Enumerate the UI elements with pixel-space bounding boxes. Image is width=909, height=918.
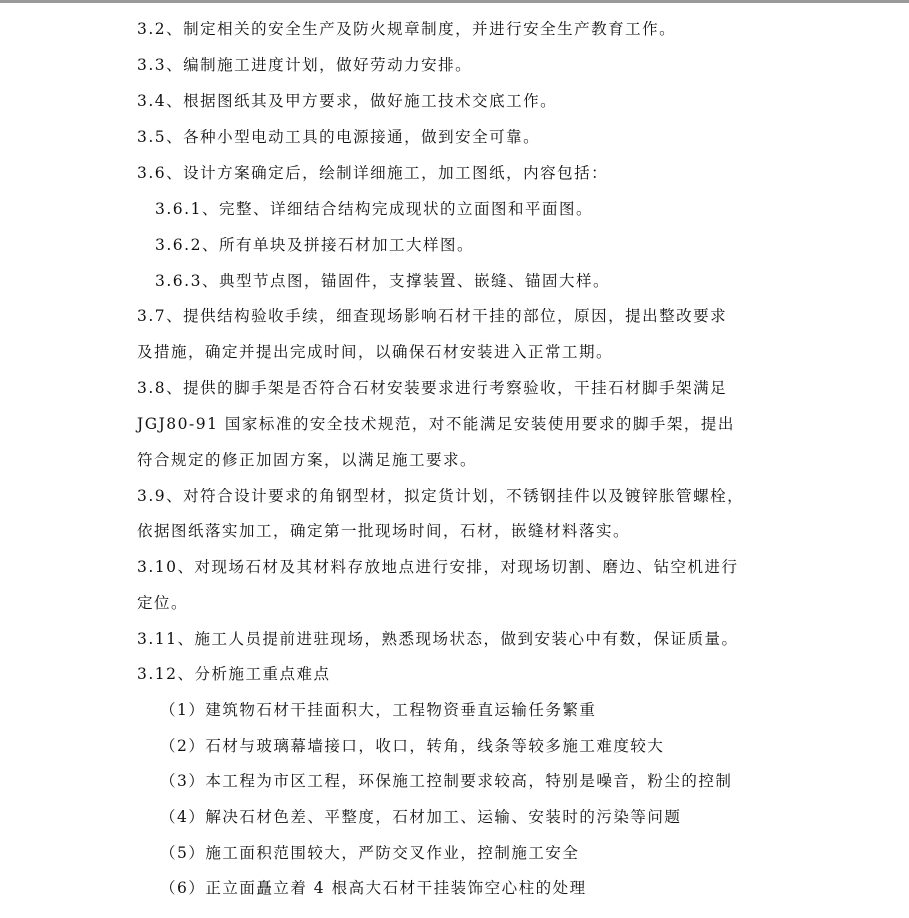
paragraph-3-3: 3.3、编制施工进度计划，做好劳动力安排。: [137, 56, 473, 74]
paragraph-3-10-line1: 3.10、对现场石材及其材料存放地点进行安排，对现场切割、磨边、钻空机进行: [137, 558, 739, 576]
list-item-6: （6）正立面矗立着 4 根高大石材干挂装饰空心柱的处理: [160, 879, 587, 897]
paragraph-3-12: 3.12、分析施工重点难点: [137, 665, 331, 683]
paragraph-3-6-2: 3.6.2、所有单块及拼接石材加工大样图。: [155, 236, 474, 254]
paragraph-3-5: 3.5、各种小型电动工具的电源接通，做到安全可靠。: [137, 128, 541, 146]
paragraph-3-6-1: 3.6.1、完整、详细结合结构完成现状的立面图和平面图。: [155, 200, 593, 218]
list-item-5: （5）施工面积范围较大，严防交叉作业，控制施工安全: [160, 844, 580, 862]
paragraph-3-7-line2: 及措施，确定并提出完成时间，以确保石材安装进入正常工期。: [137, 343, 614, 361]
paragraph-3-4: 3.4、根据图纸其及甲方要求，做好施工技术交底工作。: [137, 92, 558, 110]
paragraph-3-9-line1: 3.9、对符合设计要求的角钢型材，拟定货计划，不锈钢挂件以及镀锌胀管螺栓，: [137, 487, 745, 505]
paragraph-3-8-line3: 符合规定的修正加固方案，以满足施工要求。: [137, 451, 478, 469]
paragraph-3-6-3: 3.6.3、典型节点图，锚固件，支撑装置、嵌缝、锚固大样。: [155, 272, 610, 290]
paragraph-3-8-line2: JGJ80-91 国家标准的安全技术规范，对不能满足安装使用要求的脚手架，提出: [137, 415, 735, 433]
list-item-4: （4）解决石材色差、平整度，石材加工、运输、安装时的污染等问题: [160, 808, 682, 826]
list-item-1: （1）建筑物石材干挂面积大，工程物资垂直运输任务繁重: [160, 701, 597, 719]
paragraph-3-8-line1: 3.8、提供的脚手架是否符合石材安装要求进行考察验收，干挂石材脚手架满足: [137, 379, 728, 397]
paragraph-3-6: 3.6、设计方案确定后，绘制详细施工，加工图纸，内容包括：: [137, 164, 609, 182]
paragraph-3-7-line1: 3.7、提供结构验收手续，细查现场影响石材干挂的部位，原因，提出整改要求: [137, 307, 728, 325]
paragraph-3-2: 3.2、制定相关的安全生产及防火规章制度，并进行安全生产教育工作。: [137, 20, 677, 38]
paragraph-3-9-line2: 依据图纸落实加工，确定第一批现场时间，石材，嵌缝材料落实。: [137, 522, 631, 540]
list-item-3: （3）本工程为市区工程，环保施工控制要求较高，特别是噪音，粉尘的控制: [160, 772, 733, 790]
list-item-2: （2）石材与玻璃幕墙接口，收口，转角，线条等较多施工难度较大: [160, 737, 665, 755]
paragraph-3-11: 3.11、施工人员提前进驻现场，熟悉现场状态，做到安装心中有数，保证质量。: [137, 630, 739, 648]
paragraph-3-10-line2: 定位。: [137, 594, 189, 612]
